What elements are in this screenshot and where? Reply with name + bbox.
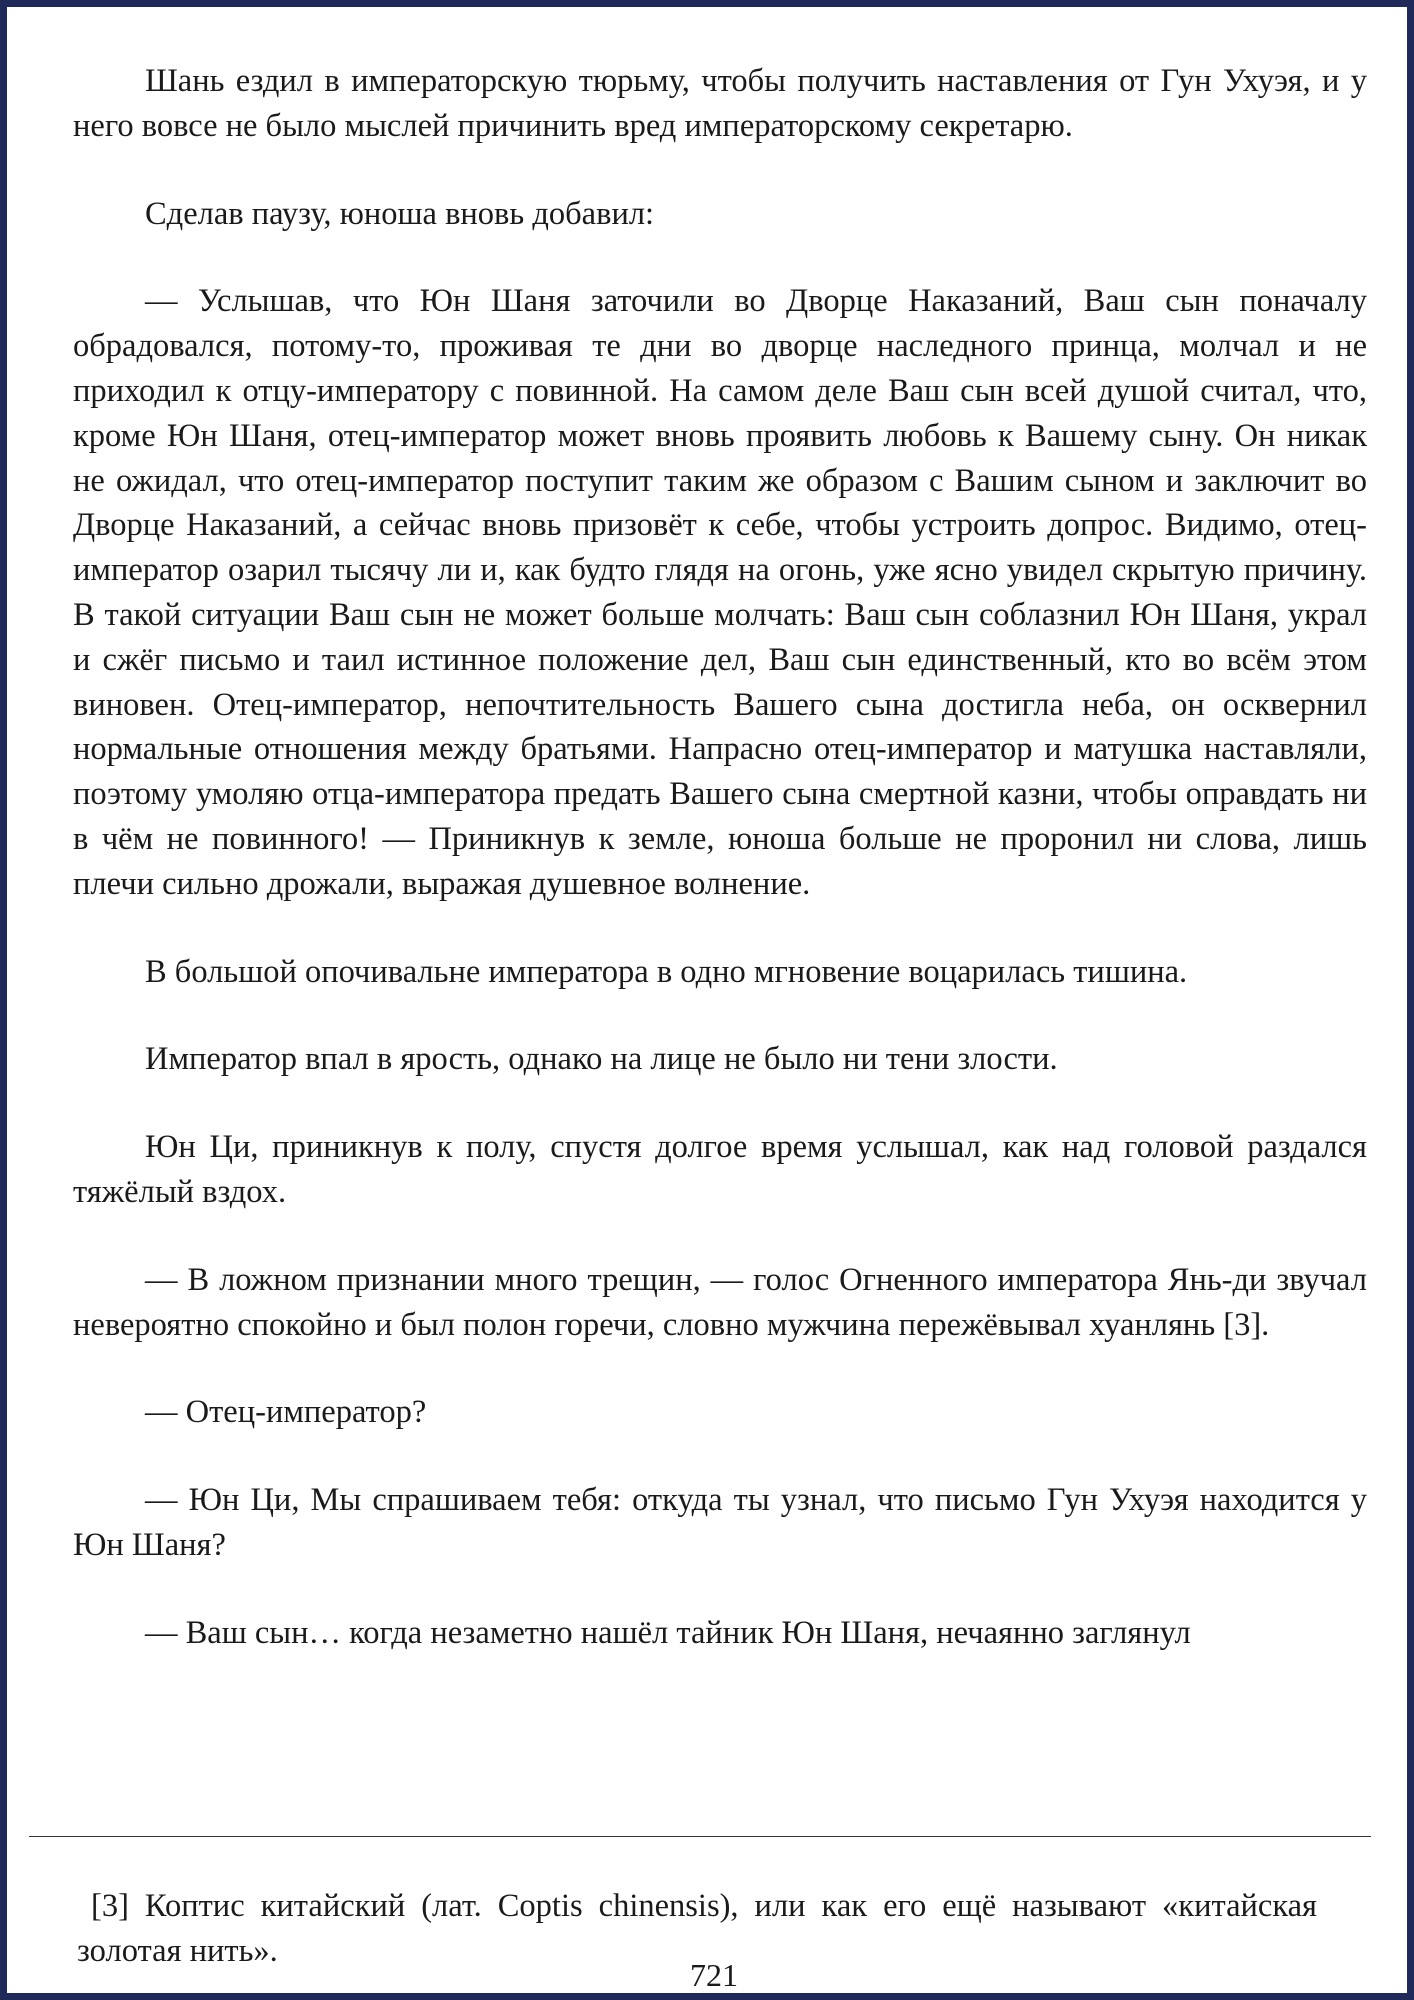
paragraph-5: Император впал в ярость, однако на лице не было ни тени злости.: [145, 1041, 1058, 1078]
paragraph-7: — В ложном признании много трещин, — голос Огненного императора Янь-ди звучал невероятно спокойно и был полон горечи, словно мужчина пережёвывал хуанлянь [3].: [73, 1261, 1367, 1343]
paragraph-2: Сделав паузу, юноша вновь добавил:: [145, 195, 655, 232]
paragraph-10: — Ваш сын… когда незаметно нашёл тайник Юн Шаня, нечаянно заглянул: [145, 1614, 1191, 1651]
page-number: 721: [690, 1957, 738, 1993]
paragraph-3: — Услышав, что Юн Шаня заточили во Дворце Наказаний, Ваш сын поначалу обрадовался, потому-то, проживая те дни во дворце наследного принца, молчал и не приходил к отцу-императору с повинной. На самом деле Ваш сын всей душой считал, что, кроме Юн Шаня, отец-император может вновь проявить любовь к Вашему сыну. Он никак не ожидал, что отец-император поступит таким же образом с Вашим сыном и заключит во Дворце Наказаний, а сейчас вновь призовёт к себе, чтобы устроить допрос. Видимо, отец-император озарил тысячу ли и, как будто глядя на огонь, уже ясно увидел скрытую причину. В такой ситуации Ваш сын не может больше молчать: Ваш сын соблазнил Юн Шаня, украл и сжёг письмо и таил истинное положение дел, Ваш сын единственный, кто во всём этом виновен. Отец-император, непочтительность Вашего сына достигла неба, он осквернил нормальные отношения между братьями. Напрасно отец-император и матушка наставляли, поэтому умоляю отца-императора предать Вашего сына смертной казни, чтобы оправдать ни в чём не повинного! — Приникнув к земле, юноша больше не проронил ни слова, лишь плечи сильно дрожали, выражая душевное волнение.: [73, 283, 1367, 902]
paragraph-6: Юн Ци, приникнув к полу, спустя долгое время услышал, как над головой раздался тяжёлый вздох.: [73, 1129, 1367, 1210]
paragraph-1: Шань ездил в императорскую тюрьму, чтобы получить наставления от Гун Ухуэя, и у него вовсе не было мыслей причинить вред императорскому секретарю.: [73, 63, 1367, 144]
footnote: [3] Коптис китайский (лат. Coptis chinensis), или как его ещё называют «китайская золотая нить».: [77, 1888, 1317, 1969]
paragraph-4: В большой опочивальне императора в одно мгновение воцарилась тишина.: [145, 953, 1188, 990]
paragraph-9: — Юн Ци, Мы спрашиваем тебя: откуда ты узнал, что письмо Гун Ухуэя находится у Юн Шаня?: [73, 1482, 1367, 1563]
paragraph-8: — Отец-император?: [145, 1394, 427, 1431]
body-text: [73, 59, 1367, 1699]
footnote-divider: [29, 1836, 1371, 1837]
